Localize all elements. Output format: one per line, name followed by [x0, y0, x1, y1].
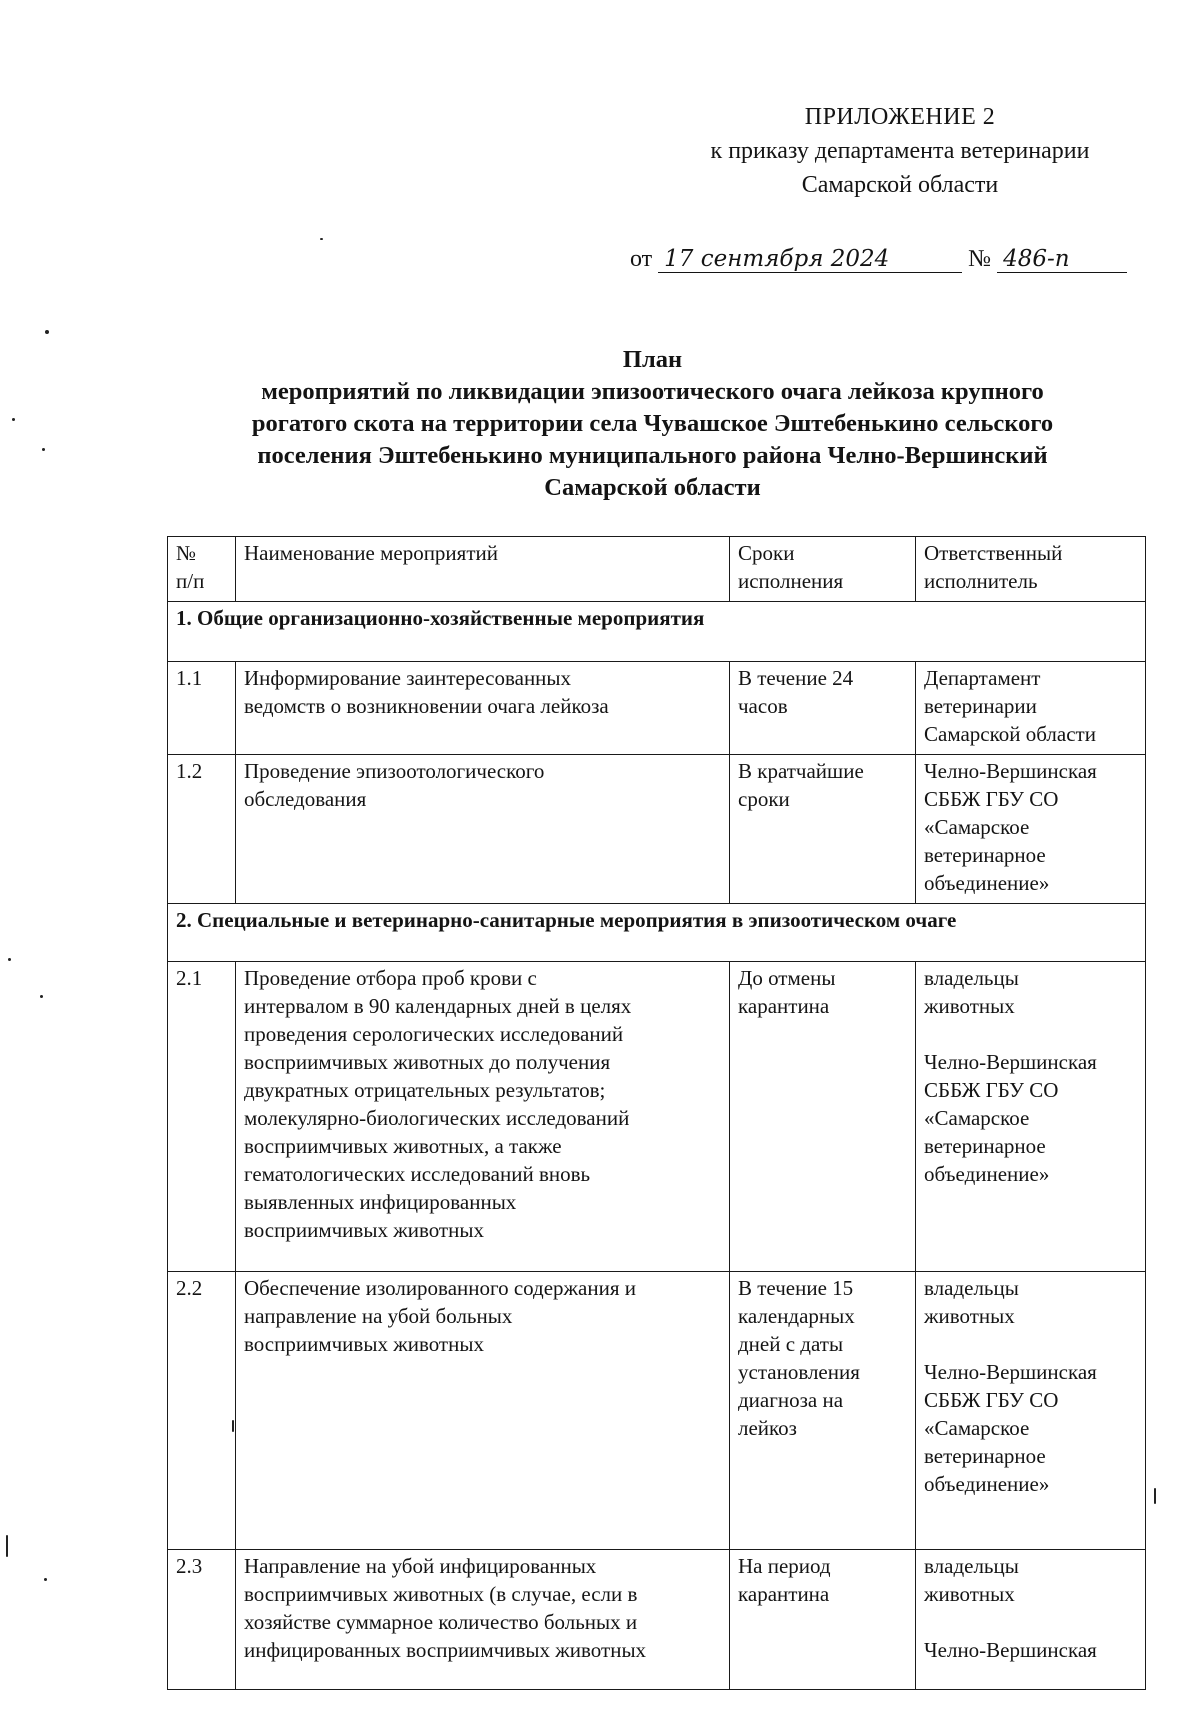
appendix-header — [640, 100, 1160, 202]
row-term: На период карантина — [730, 1550, 916, 1690]
scan-speck — [42, 448, 45, 451]
plan-title: План — [622, 346, 683, 373]
row-measure: Обеспечение изолированного содержания и направление на убой больных восприимчивых животных — [236, 1272, 730, 1550]
row-term: В кратчайшие сроки — [730, 755, 916, 904]
header-cell-responsible: Ответственный исполнитель — [916, 537, 1146, 602]
row-number: 1.2 — [168, 755, 236, 904]
row-measure: Информирование заинтересованных ведомств о возникновении очага лейкоза — [236, 662, 730, 755]
row-number: 1.1 — [168, 662, 236, 755]
scan-speck — [40, 995, 43, 998]
scan-speck — [320, 238, 323, 240]
row-responsible: Челно-Вершинская СББЖ ГБУ СО «Самарское ветеринарное объединение» — [916, 755, 1146, 904]
section-row — [168, 904, 1146, 962]
plan-subtitle-line: поселения Эштебенькино муниципального района Челно-Вершинский — [257, 442, 1048, 469]
header-cell-term: Сроки исполнения — [730, 537, 916, 602]
table-row — [168, 1550, 1146, 1690]
scan-speck — [232, 1420, 234, 1432]
row-term: В течение 15 календарных дней с даты установления диагноза на лейкоз — [730, 1272, 916, 1550]
row-responsible: владельцы животных Челно-Вершинская СББЖ ГБУ СО «Самарское ветеринарное объединение» — [916, 1272, 1146, 1550]
scan-speck — [8, 958, 11, 961]
table-row — [168, 662, 1146, 755]
section-title: 2. Специальные и ветеринарно-санитарные мероприятия в эпизоотическом очаге — [168, 904, 1146, 962]
header-cell-name: Наименование мероприятий — [236, 537, 730, 602]
scan-speck — [12, 418, 15, 421]
table-row — [168, 962, 1146, 1272]
section-title: 1. Общие организационно-хозяйственные мероприятия — [168, 602, 1146, 662]
order-prefix: от — [630, 246, 653, 272]
appendix-title: ПРИЛОЖЕНИЕ 2 — [804, 104, 996, 130]
row-term: До отмены карантина — [730, 962, 916, 1272]
row-responsible: владельцы животных Челно-Вершинская СББЖ ГБУ СО «Самарское ветеринарное объединение» — [916, 962, 1146, 1272]
table-row — [168, 755, 1146, 904]
table-row — [168, 1272, 1146, 1550]
order-number-handwritten: 486-п — [997, 246, 1127, 273]
order-date-handwritten: 17 сентября 2024 — [658, 246, 962, 273]
scan-speck — [44, 1578, 47, 1581]
section-row — [168, 602, 1146, 662]
row-measure: Направление на убой инфицированных восприимчивых животных (в случае, если в хозяйстве суммарное количество больных и инфицированных восприимчивых животных — [236, 1550, 730, 1690]
table-header-row — [168, 537, 1146, 602]
row-responsible: владельцы животных Челно-Вершинская — [916, 1550, 1146, 1690]
order-date-number — [630, 244, 1127, 274]
row-number: 2.1 — [168, 962, 236, 1272]
row-measure: Проведение эпизоотологического обследования — [236, 755, 730, 904]
appendix-region: Самарской области — [801, 172, 999, 198]
measures-table — [167, 536, 1146, 1690]
plan-subtitle-line: мероприятий по ликвидации эпизоотического очага лейкоза крупного — [261, 378, 1044, 405]
plan-subtitle-line: Самарской области — [544, 474, 761, 501]
row-term: В течение 24 часов — [730, 662, 916, 755]
row-responsible: Департамент ветеринарии Самарской области — [916, 662, 1146, 755]
order-number-label: № — [968, 246, 992, 272]
row-number: 2.3 — [168, 1550, 236, 1690]
scan-speck — [6, 1535, 8, 1557]
plan-heading — [160, 344, 1145, 504]
plan-subtitle-line: рогатого скота на территории села Чувашское Эштебенькино сельского — [251, 410, 1054, 437]
scan-speck — [45, 330, 49, 334]
scan-speck — [1154, 1488, 1156, 1504]
header-cell-number: № п/п — [168, 537, 236, 602]
row-number: 2.2 — [168, 1272, 236, 1550]
row-measure: Проведение отбора проб крови с интервалом в 90 календарных дней в целях проведения серологических исследований восприимчивых животных до получения двукратных отрицательных результатов; молекулярно-биологических исследований восприимчивых животных, а также гематологических исследований вновь выявленных инфицированных восприимчивых животных — [236, 962, 730, 1272]
appendix-order-ref: к приказу департамента ветеринарии — [710, 138, 1090, 164]
